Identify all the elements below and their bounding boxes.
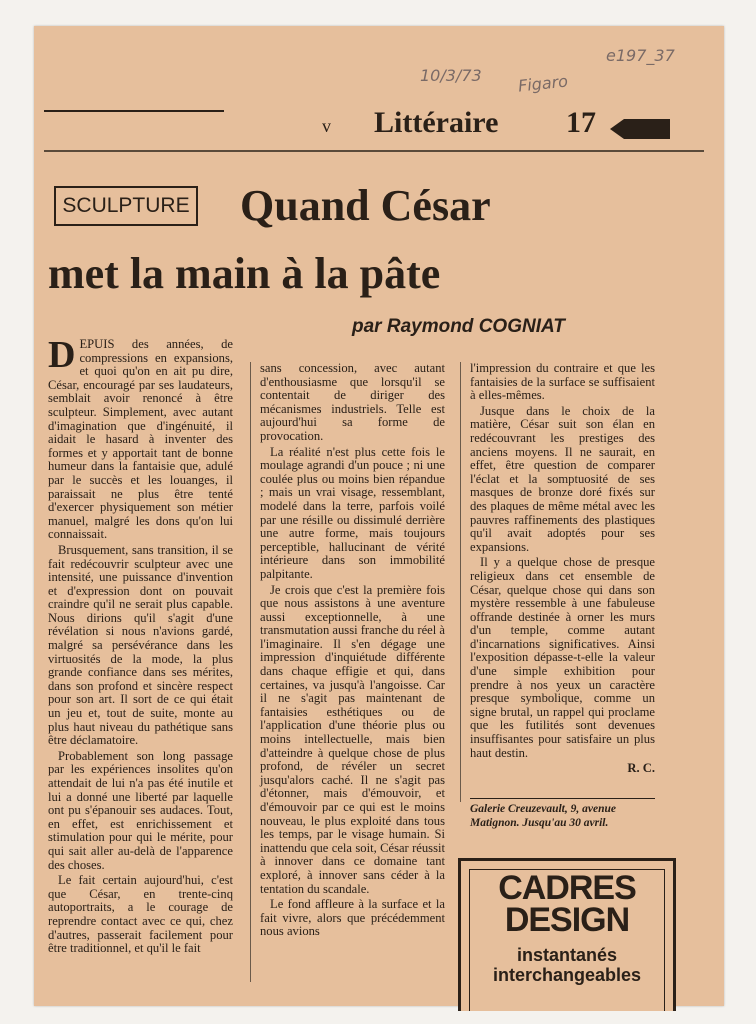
ad-title-line-1: CADRES	[498, 869, 636, 907]
article-column-1	[48, 334, 233, 978]
paragraph: Le fond affleure à la surface et la fait vivre, alors que précédemment nous avions	[260, 897, 445, 939]
advertisement	[458, 858, 676, 1011]
headline-line-2: met la main à la pâte	[48, 249, 441, 298]
category-tag: SCULPTURE	[54, 186, 198, 226]
header-rule	[44, 150, 704, 152]
exhibition-credit: Galerie Creuzevault, 9, avenue Matignon. Jusqu'au 30 avril.	[470, 803, 616, 829]
paragraph: Jusque dans le choix de la matière, César suit son élan en redécouvrant les prestiges des anciens moyens. Il ne saurait, en effet, être question de comparer l'éclat et la somptuosité de ses masques de bronze doré fixés sur des plaques de même métal avec les pauvres raffinements des plastiques qu'il avait adoptés pour ses expansions.	[470, 403, 655, 554]
paragraph: sans concession, avec autant d'enthousiasme que lorsqu'il se contentait de diriger des mécanismes industriels. Telle est aujourd'hui sa forme de provocation.	[260, 361, 445, 443]
paragraph: Il y a quelque chose de presque religieux dans cet ensemble de César, quelque chose qui dans son mystère ressemble à une fabuleuse offrande destinée à orner les murs d'un temple, comme autant d'incarnations significatives. Ainsi l'exposition dépasse-t-elle la valeur d'une simple exhibition pour prendre à nos yeux un caractère presque symbolique, comme un signe brutal, un rappel qui proclame que les futilités sont devenues insuffisantes pour satisfaire un plus haut destin.	[470, 555, 655, 760]
handwritten-source: Figaro	[517, 71, 569, 96]
handwritten-catalog-ref: e197_37	[606, 46, 675, 65]
author-signature: R. C.	[627, 761, 655, 776]
section-marker: v	[322, 116, 331, 136]
paragraph: Brusquement, sans transition, il se fait redécouvrir sculpteur avec une intensité, une puissance d'invention et d'expression dont on pouvait craindre qu'il ne serait plus capable. Nous dirions qu'il s'agit d'une révélation si nous n'avions gardé, malgré sa persévérance dans les virtuosités de la mode, la plus grande confiance dans ses mérites, dans son profond et sincère respect pour son art. Il sort de ce qui était un jeu et, tout de suite, monte au plus haut niveau du pathétique sans être déclamatoire.	[48, 542, 233, 748]
ad-subtitle-line-2: interchangeables	[492, 965, 642, 985]
paragraph: La réalité n'est plus cette fois le moulage agrandi d'un pouce ; ni une coulée plus ou moins bien répandue ; mais un vrai visage, ressemblant, modelé dans la terre, parfois voilé par une résille ou dissimulé derrière une autre forme, mais toujours perceptible, hallucinant de vérité intérieure dans son immobilité palpitante.	[260, 444, 445, 581]
article-column-3	[470, 362, 655, 782]
paragraph: l'impression du contraire et que les fantaisies de la surface se suffisaient à elles-mêmes.	[470, 361, 655, 403]
paragraph: Le fait certain aujourd'hui, c'est que César, en trente-cinq autoportraits, a le courage de reprendre contact avec ce qui, chez d'autres, passerait facilement pour être traditionnel, et qu'il le fait	[48, 873, 233, 956]
top-rule	[44, 110, 224, 112]
ad-title-line-2: DESIGN	[504, 901, 630, 939]
page-number: 17	[566, 106, 596, 139]
byline: par Raymond COGNIAT	[352, 316, 565, 337]
handwritten-date: 10/3/73	[420, 66, 482, 85]
column-divider	[250, 362, 251, 982]
dropcap: D	[48, 334, 76, 376]
paragraph: DEPUIS des années, de compressions en expansions, et quoi qu'on en ait pu dire, César, encouragé par ses laudateurs, semblait avoir renoncé à être sculpteur. Simplement, avec autant d'imagination que d'ingénuité, il aidait le hasard à inventer des formes et y apportait tant de bonne humeur dans la fantaisie que, adulé par le succès et les louanges, il paraissait ne plus être tenté d'exercer physiquement son métier manuel, malgré les dons qu'on lui connaissait.	[48, 334, 233, 542]
arrow-left-icon	[610, 118, 670, 140]
section-title: Littéraire	[374, 106, 499, 139]
paragraph: Probablement son long passage par les expériences insolites qu'on attendait de lui n'a pas été inutile et lui a donné une liberté par laquelle ont pu s'épanouir ses audaces. Tout, en effet, est enrichissement et stimulation pour qui le mérite, pour qui sait aller au-delà de l'apparence des choses.	[48, 748, 233, 872]
headline-line-1: Quand César	[240, 181, 491, 230]
newspaper-clipping	[34, 26, 724, 1006]
ad-subtitle-line-1: instantanés	[516, 945, 618, 965]
column-divider	[460, 362, 461, 802]
article-column-2	[260, 362, 445, 978]
paragraph: Je crois que c'est la première fois que nous assistons à une aventure aussi exceptionnelle, à une transmutation aussi franche du réel à l'imaginaire. Il s'en dégage une impression d'inquiétude différente dans chaque effigie et qui, dans certaines, va jusqu'à l'angoisse. Car il ne s'agit pas maintenant de fantaisies esthétiques ou de l'application d'une théorie plus ou moins intellectuelle, mais bien d'atteindre à quelque chose de plus profond, de révéler un secret jusqu'alors caché. Il ne s'agit pas d'étonner, mais d'émouvoir, et d'émouvoir par ce qui est le moins nouveau, le plus exploité dans tous les temps, par le visage humain. Si inattendu que cela soit, César réussit à innover dans ce domaine tant exploré, à innover sans céder à la tentation du scandale.	[260, 582, 445, 896]
credit-rule	[470, 798, 655, 799]
